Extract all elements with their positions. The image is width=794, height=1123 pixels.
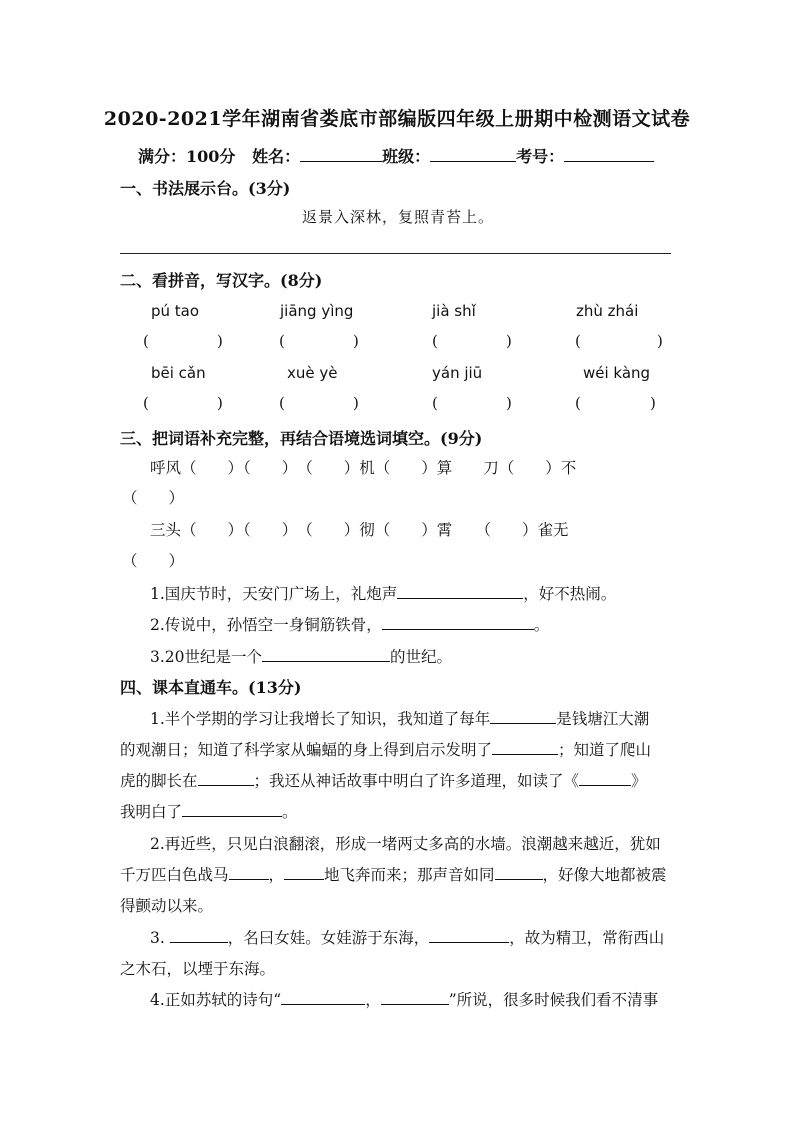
paragraph-1-line: 1.半个学期的学习让我增长了知识，我知道了每年 是钱塘江大潮 bbox=[150, 710, 650, 728]
pinyin-item: wéi kàng bbox=[583, 364, 651, 382]
full-score: 满分：100分 bbox=[138, 147, 236, 166]
fill-question-3: 3.20世纪是一个 的世纪。 bbox=[150, 648, 453, 666]
answer-paren-open: ( bbox=[143, 332, 149, 350]
answer-blank[interactable] bbox=[429, 930, 509, 943]
exam-title: 2020-2021学年湖南省娄底市部编版四年级上册期中检测语文试卷 bbox=[103, 108, 691, 130]
answer-paren-close: ) bbox=[506, 394, 512, 412]
answer-paren-open: ( bbox=[575, 394, 581, 412]
answer-blank[interactable] bbox=[397, 586, 523, 599]
pinyin-item: xuè yè bbox=[287, 364, 338, 382]
fill-question-1: 1.国庆节时，天安门广场上，礼炮声 ，好不热闹。 bbox=[150, 585, 617, 603]
section-1-heading: 一、书法展示台。(3分) bbox=[120, 179, 291, 198]
class-blank[interactable] bbox=[430, 147, 516, 162]
answer-paren-open: ( bbox=[432, 394, 438, 412]
paragraph-1-line: 的观潮日；知道了科学家从蝙蝠的身上得到启示发明了 ；知道了爬山 bbox=[120, 741, 652, 759]
exam-info-line bbox=[138, 144, 654, 167]
paragraph-2-line: 千万匹白色战马 ， 地飞奔而来；那声音如同 ，好像大地都被震 bbox=[120, 866, 667, 884]
answer-blank[interactable] bbox=[284, 867, 324, 880]
answer-paren-close: ) bbox=[650, 394, 656, 412]
class-label: 班级： bbox=[382, 147, 431, 166]
paragraph-4-line: 4.正如苏轼的诗句“ ， ”所说，很多时候我们看不清事 bbox=[150, 991, 659, 1009]
pinyin-item: bēi cǎn bbox=[151, 364, 206, 382]
fill-question-2: 2.传说中，孙悟空一身铜筋铁骨， 。 bbox=[150, 616, 550, 634]
paragraph-1-line: 虎的脚长在 ；我还从神话故事中明白了许多道理，如读了《 》 bbox=[120, 772, 647, 790]
answer-paren-open: ( bbox=[143, 394, 149, 412]
paragraph-3-line: 3. ，名曰女娃。女娃游于东海， ，故为精卫，常衔西山 bbox=[150, 929, 665, 947]
answer-paren-close: ) bbox=[353, 332, 359, 350]
answer-blank[interactable] bbox=[182, 804, 282, 817]
writing-line[interactable] bbox=[120, 253, 671, 254]
section-3-heading: 三、把词语补充完整，再结合语境选词填空。(9分) bbox=[120, 429, 483, 448]
answer-paren-open: ( bbox=[279, 332, 285, 350]
answer-paren-open: ( bbox=[575, 332, 581, 350]
pinyin-item: jiāng yìng bbox=[280, 302, 354, 320]
idiom-row-1-cont: （ ） bbox=[122, 489, 185, 507]
answer-blank[interactable] bbox=[198, 773, 254, 786]
idiom-row-1: 呼风（ ）（ ） （ ）机（ ）算 刀（ ）不 bbox=[150, 459, 577, 477]
answer-blank[interactable] bbox=[492, 742, 558, 755]
answer-paren-open: ( bbox=[279, 394, 285, 412]
calligraphy-text: 返景入深林，复照青苔上。 bbox=[302, 208, 495, 226]
answer-paren-close: ) bbox=[353, 394, 359, 412]
answer-blank[interactable] bbox=[490, 711, 556, 724]
number-label: 考号： bbox=[516, 147, 565, 166]
paragraph-2-line: 2.再近些，只见白浪翻滚，形成一堵两丈多高的水墙。浪潮越来越近，犹如 bbox=[150, 835, 661, 853]
answer-paren-close: ) bbox=[506, 332, 512, 350]
idiom-row-2: 三头（ ）（ ） （ ）彻（ ）霄 （ ）雀无 bbox=[150, 521, 569, 539]
answer-blank[interactable] bbox=[170, 930, 228, 943]
name-label: 姓名： bbox=[252, 147, 301, 166]
name-blank[interactable] bbox=[300, 147, 382, 162]
answer-paren-close: ) bbox=[217, 394, 223, 412]
answer-blank[interactable] bbox=[495, 867, 543, 880]
answer-blank[interactable] bbox=[382, 617, 534, 630]
number-blank[interactable] bbox=[564, 147, 654, 162]
section-2-heading: 二、看拼音，写汉字。(8分) bbox=[120, 271, 323, 290]
answer-blank[interactable] bbox=[262, 649, 390, 662]
paragraph-2-line: 得颤动以来。 bbox=[120, 897, 214, 915]
answer-paren-open: ( bbox=[432, 332, 438, 350]
section-4-heading: 四、课本直通车。(13分) bbox=[120, 678, 302, 697]
answer-blank[interactable] bbox=[281, 992, 365, 1005]
answer-blank[interactable] bbox=[579, 773, 631, 786]
answer-paren-close: ) bbox=[217, 332, 223, 350]
answer-blank[interactable] bbox=[229, 867, 269, 880]
paragraph-1-line: 我明白了 。 bbox=[120, 803, 298, 821]
paragraph-3-line: 之木石，以堙于东海。 bbox=[120, 960, 276, 978]
pinyin-item: yán jiū bbox=[432, 364, 483, 382]
pinyin-item: jià shǐ bbox=[432, 302, 476, 320]
answer-blank[interactable] bbox=[381, 992, 449, 1005]
pinyin-item: zhù zhái bbox=[576, 302, 639, 320]
answer-paren-close: ) bbox=[657, 332, 663, 350]
idiom-row-2-cont: （ ） bbox=[122, 552, 185, 570]
pinyin-item: pú tao bbox=[151, 302, 200, 320]
